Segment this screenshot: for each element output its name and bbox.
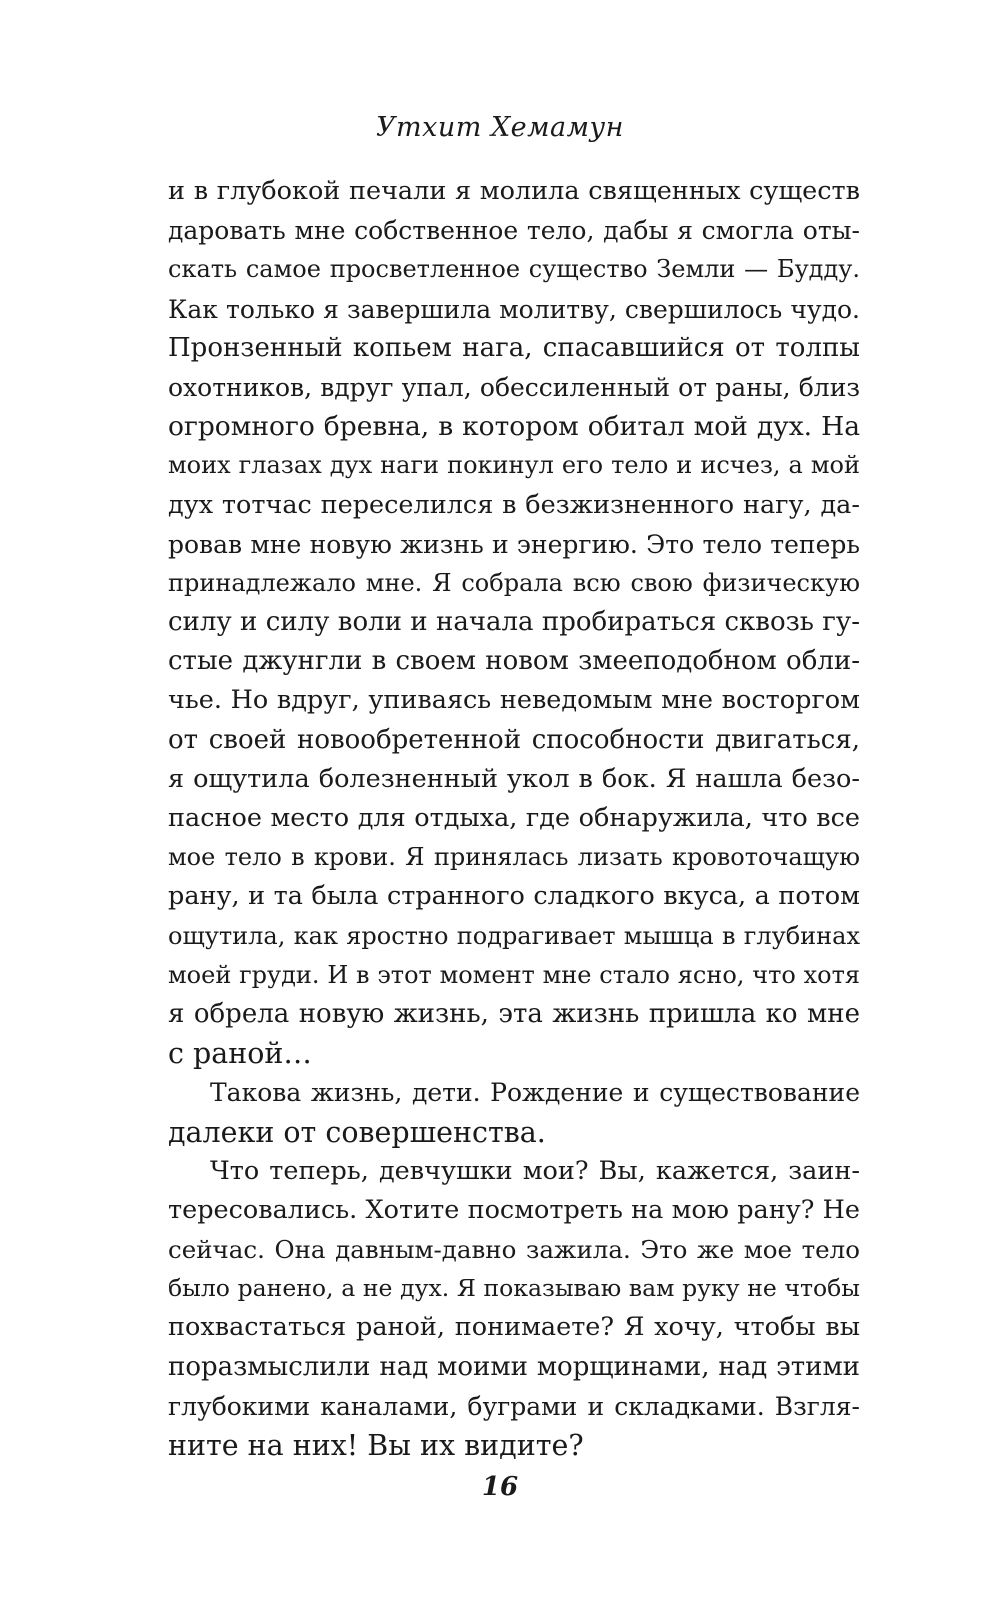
text-line: стые джунгли в своем новом змееподобном обли- [168,646,860,677]
text-line: мое тело в крови. Я принялась лизать кровоточащую [168,843,860,872]
text-line: сейчас. Она давным-давно зажила. Это же мое тело [168,1235,860,1265]
body-text [168,172,860,1465]
text-line: моих глазах дух наги покинул его тело и исчез, а мой [168,451,860,480]
running-head-author: Утхит Хемамун [376,112,624,143]
text-line: ровав мне новую жизнь и энергию. Это тело теперь [168,529,860,559]
text-line: скать самое просветленное существо Земли — Будду. [168,255,860,284]
text-line: силу и силу воли и начала пробираться сквозь гу- [168,607,860,638]
text-line: дух тотчас переселился в безжизненного нагу, да- [168,489,860,520]
text-line: даровать мне собственное тело, дабы я смогла оты- [168,216,860,246]
text-line: пасное место для отдыха, где обнаружила, что все [168,803,860,833]
text-line: ните на них! Вы их видите? [168,1429,584,1462]
text-line: тересовались. Хотите посмотреть на мою рану? Не [168,1194,860,1225]
text-line: Пронзенный копьем нага, спасавшийся от толпы [168,332,860,363]
text-line: чье. Но вдруг, упиваясь неведомым мне восторгом [168,685,860,716]
text-line: похвастаться раной, понимаете? Я хочу, чтобы вы [168,1312,860,1343]
text-line: принадлежало мне. Я собрала всю свою физическую [168,568,860,597]
text-line: Как только я завершила молитву, свершилось чудо. [168,294,860,324]
page-number: 16 [481,1472,519,1502]
text-line: далеки от совершенства. [168,1115,546,1149]
text-line: я ощутила болезненный укол в бок. Я нашла безо- [168,763,860,794]
text-line: с раной… [168,1037,312,1071]
text-line: огромного бревна, в котором обитал мой дух. На [168,411,860,443]
text-line: поразмыслили над моими морщинами, над этими [168,1351,860,1382]
text-line: охотников, вдруг упал, обессиленный от раны, близ [168,372,860,402]
text-line: я обрела новую жизнь, эта жизнь пришла ко мне [168,998,860,1029]
text-line: моей груди. И в этот момент мне стало ясно, что хотя [168,960,860,989]
text-line: ощутила, как яростно подрагивает мышца в глубинах [168,921,860,950]
text-line: от своей новообретенной способности двигаться, [168,724,860,755]
text-line: Что теперь, девчушки мои? Вы, кажется, заин- [210,1155,860,1186]
text-line: рану, и та была странного сладкого вкуса, а потом [168,881,860,912]
text-line: Такова жизнь, дети. Рождение и существование [210,1078,860,1108]
text-line: глубокими каналами, буграми и складками. Взгля- [168,1391,860,1421]
text-line: и в глубокой печали я молила священных существ [168,176,860,206]
text-line: было ранено, а не дух. Я показываю вам руку не чтобы [168,1274,860,1303]
